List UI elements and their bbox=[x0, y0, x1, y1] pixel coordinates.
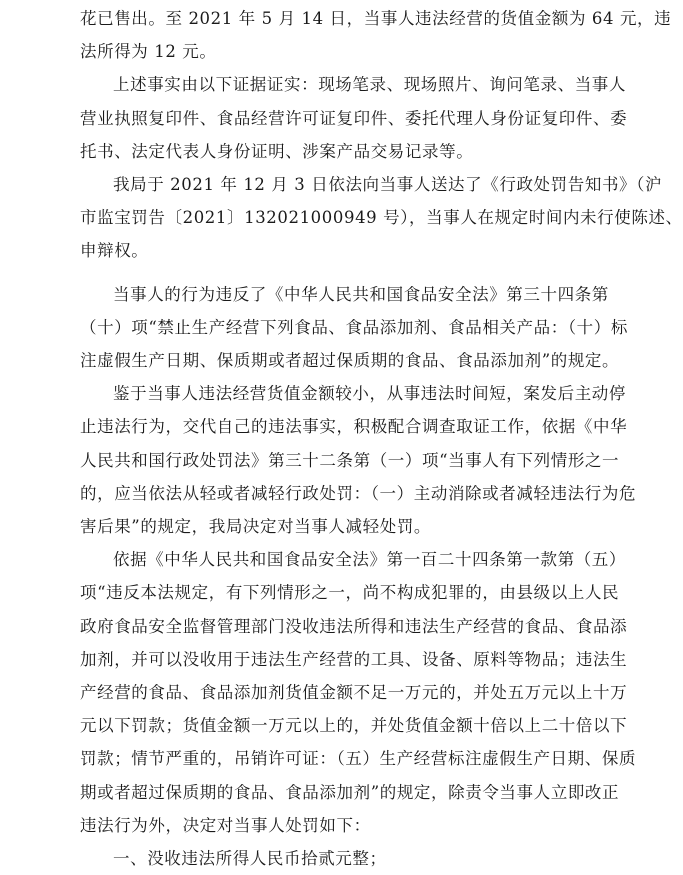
text-line: 人民共和国行政处罚法》第三十二条第（一）项“当事人有下列情形之一 bbox=[80, 450, 620, 470]
text-line: 的，应当依法从轻或者减轻行政处罚：（一）主动消除或者减轻违法行为危 bbox=[80, 483, 637, 503]
text-line: 项“违反本法规定，有下列情形之一，尚不构成犯罪的，由县级以上人民 bbox=[80, 583, 620, 603]
text-line: 托书、法定代表人身份证明、涉案产品交易记录等。 bbox=[80, 141, 474, 161]
text-line: 止违法行为，交代自己的违法事实，积极配合调查取证工作，依据《中华 bbox=[80, 417, 628, 437]
text-line: 营业执照复印件、食品经营许可证复印件、委托代理人身份证复印件、委 bbox=[80, 108, 628, 128]
paragraph-first-line: 鉴于当事人违法经营货值金额较小，从事违法时间短，案发后主动停 bbox=[113, 384, 626, 404]
paragraph-first-line: 当事人的行为违反了《中华人民共和国食品安全法》第三十四条第 bbox=[113, 284, 609, 304]
paragraph-first-line: 我局于 2021 年 12 月 3 日依法向当事人送达了《行政处罚告知书》（沪 bbox=[113, 175, 663, 195]
text-line: （十）项“禁止生产经营下列食品、食品添加剂、食品相关产品：（十）标 bbox=[80, 317, 628, 337]
paragraph-first-line: 依据《中华人民共和国食品安全法》第一百二十四条第一款第（五） bbox=[113, 550, 626, 570]
penalty-item: 一、没收违法所得人民币拾贰元整； bbox=[113, 849, 387, 869]
text-line: 申辩权。 bbox=[80, 241, 149, 261]
text-line: 花已售出。至 2021 年 5 月 14 日，当事人违法经营的货值金额为 64 元，违 bbox=[80, 9, 672, 28]
text-line: 元以下罚款；货值金额一万元以上的，并处货值金额十倍以上二十倍以下 bbox=[80, 716, 628, 736]
text-line: 罚款；情节严重的，吊销许可证：（五）生产经营标注虚假生产日期、保质 bbox=[80, 749, 637, 769]
text-line: 市监宝罚告〔2021〕132021000949 号），当事人在规定时间内未行使陈述、 bbox=[80, 208, 683, 228]
paragraph-first-line: 上述事实由以下证据证实：现场笔录、现场照片、询问笔录、当事人 bbox=[113, 75, 626, 95]
text-line: 政府食品安全监督管理部门没收违法所得和违法生产经营的食品、食品添 bbox=[80, 616, 628, 636]
text-line: 注虚假生产日期、保质期或者超过保质期的食品、食品添加剂”的规定。 bbox=[80, 351, 620, 371]
text-line: 法所得为 12 元。 bbox=[80, 42, 217, 62]
text-line: 加剂，并可以没收用于违法生产经营的工具、设备、原料等物品；违法生 bbox=[80, 649, 628, 669]
text-line: 违法行为外，决定对当事人处罚如下： bbox=[80, 815, 371, 835]
text-line: 产经营的食品、食品添加剂货值金额不足一万元的，并处五万元以上十万 bbox=[80, 683, 628, 703]
text-line: 期或者超过保质期的食品、食品添加剂”的规定，除责令当事人立即改正 bbox=[80, 782, 620, 802]
text-line: 害后果”的规定，我局决定对当事人减轻处罚。 bbox=[80, 517, 432, 537]
paragraph-gap bbox=[80, 268, 538, 278]
